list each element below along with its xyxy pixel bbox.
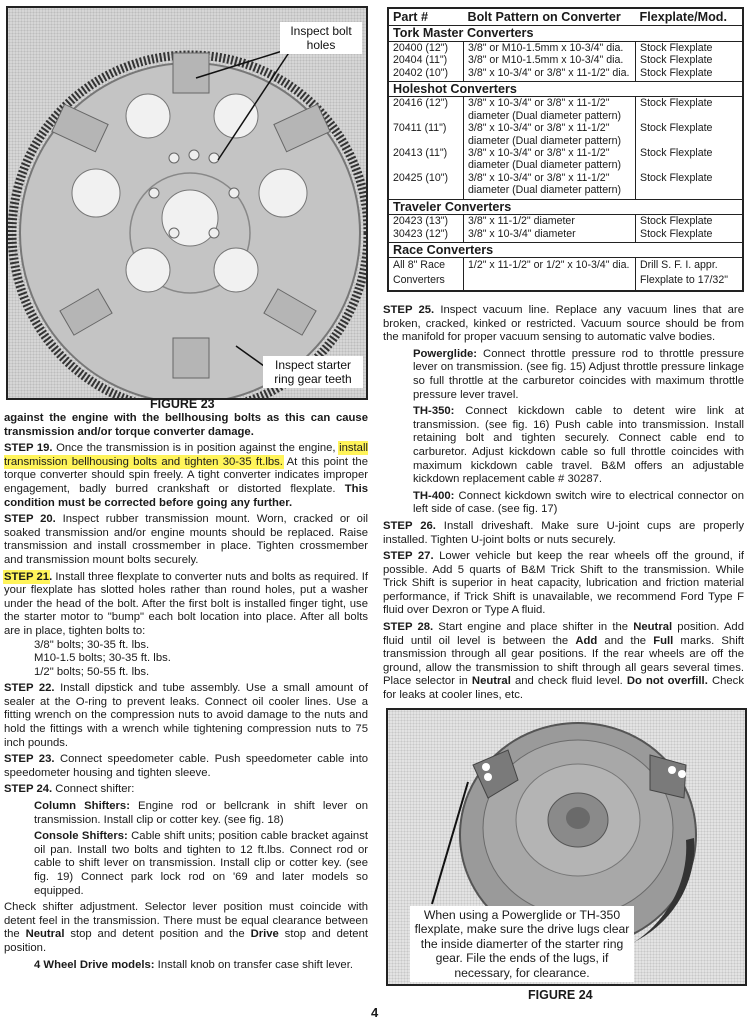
cell-part: 20402 (10") bbox=[388, 67, 464, 82]
group-race: Race Converters bbox=[388, 242, 743, 257]
step-19 bbox=[4, 442, 368, 510]
callout-inspect-ring-gear: Inspect starter ring gear teeth bbox=[263, 356, 363, 388]
group-tork-master: Tork Master Converters bbox=[388, 26, 743, 41]
cell-bolt-pattern: 3/8" x 10-3/4" diameter bbox=[464, 228, 636, 243]
cell-part: 20404 (11") bbox=[388, 54, 464, 66]
step-24-text: Connect shifter: bbox=[52, 783, 135, 796]
step-19-warning: This condition must be corrected before going any further. bbox=[4, 482, 368, 509]
cell-flexplate: Stock Flexplate bbox=[636, 41, 744, 54]
step-22 bbox=[4, 682, 368, 750]
console-shifters-text: Cable shift units; position cable bracket against oil pan. Install two bolts and tighten to 12 ft.lbs. Connect rod or cable to shift lever on transmission. Install clip or cotter key. (see fig. 19) Connect park lock rod on '69 and later models so equipped. bbox=[34, 830, 369, 897]
step-23-text: Connect speedometer cable. Push speedometer cable into speedometer housing and tighten sleeve. bbox=[4, 753, 368, 779]
cell-bolt-pattern: 3/8" x 10-3/4" or 3/8" x 11-1/2" diameter (Dual diameter pattern) bbox=[464, 97, 636, 122]
figure-24-callout: When using a Powerglide or TH-350 flexplate, make sure the drive lugs clear the inside diamerter of the starter ring gear. File the ends of the lugs, if necessary, for clearance. bbox=[410, 906, 634, 982]
cell-flexplate: Stock Flexplate bbox=[636, 67, 744, 82]
cell-flexplate: Stock Flexplate bbox=[636, 147, 744, 172]
table-row bbox=[388, 215, 743, 228]
cell-part: All 8" Race Converters bbox=[388, 258, 464, 292]
console-shifters bbox=[4, 830, 368, 898]
table-row bbox=[388, 67, 743, 82]
left-column-text bbox=[4, 412, 368, 975]
torque-spec-2: M10-1.5 bolts; 30-35 ft. lbs. bbox=[34, 652, 171, 665]
th350 bbox=[383, 405, 744, 487]
step-27-text: Lower vehicle but keep the rear wheels off the ground, if possible. Add 5 quarts of B&M Trick Shift to the transmission. While Trick Shift is superior in heat capacity, lubrication and friction material performance, if Trick Shift is unavailable, we recommend Ford Type F fluid over Dexron or Type A fluid. bbox=[383, 550, 744, 617]
four-wheel-drive bbox=[4, 959, 368, 973]
th400-label: TH-400: bbox=[413, 489, 455, 502]
cell-bolt-pattern: 3/8" x 11-1/2" diameter bbox=[464, 215, 636, 228]
group-row bbox=[388, 26, 743, 41]
figure-23-caption: FIGURE 23 bbox=[150, 397, 215, 411]
cell-part: 20425 (10") bbox=[388, 172, 464, 199]
step-28-text: Start engine and place shifter in the bbox=[433, 621, 634, 634]
four-wheel-drive-text: Install knob on transfer case shift lever. bbox=[154, 958, 353, 971]
step-28-text-d: marks. Shift transmission through all gear positions. If the rear wheels are off the ground, allow the transmission to shift through all gears several times. Place selector in bbox=[383, 634, 744, 688]
cell-flexplate: Stock Flexplate bbox=[636, 172, 744, 199]
cell-part: 20413 (11") bbox=[388, 147, 464, 172]
cell-bolt-pattern: 3/8" or M10-1.5mm x 10-3/4" dia. bbox=[464, 41, 636, 54]
group-row bbox=[388, 199, 743, 214]
cell-part: 20416 (12") bbox=[388, 97, 464, 122]
cell-flexplate: Stock Flexplate bbox=[636, 54, 744, 66]
cell-flexplate: Drill S. F. I. appr. Flexplate to 17/32" bbox=[636, 258, 744, 292]
cell-bolt-pattern: 1/2" x 11-1/2" or 1/2" x 10-3/4" dia. bbox=[464, 258, 636, 292]
header-flexplate: Flexplate/Mod. bbox=[636, 8, 744, 26]
add-mark-term: Add bbox=[575, 634, 598, 647]
step-25 bbox=[383, 304, 744, 345]
th350-label: TH-350: bbox=[413, 405, 455, 418]
cell-bolt-pattern: 3/8" x 10-3/4" or 3/8" x 11-1/2" diameter (Dual diameter pattern) bbox=[464, 122, 636, 147]
shifter-adjustment bbox=[4, 901, 368, 955]
step-19-highlight: install transmission bellhousing bolts and tighten 30-35 ft.lbs. bbox=[4, 442, 368, 468]
powerglide-label: Powerglide: bbox=[413, 347, 478, 360]
cell-part: 20400 (12") bbox=[388, 41, 464, 54]
step-26-text: Install driveshaft. Make sure U-joint cups are properly installed. Tighten U-joint bolts or nuts securely. bbox=[383, 519, 744, 546]
th400 bbox=[383, 490, 744, 517]
table-row bbox=[388, 97, 743, 122]
step-24-label: STEP 24. bbox=[4, 783, 53, 796]
page-number: 4 bbox=[371, 1005, 379, 1020]
drive-term: Drive bbox=[250, 928, 279, 941]
neutral-term: Neutral bbox=[633, 621, 673, 634]
table-header-row bbox=[388, 8, 743, 26]
column-shifters-text: Engine rod or bellcrank in shift lever on transmission. Install clip or cotter key. (see fig. 18) bbox=[34, 800, 368, 826]
step-25-text: Inspect vacuum line. Replace any vacuum lines that are broken, cracked, kinked or restricted. Vacuum source should be from the manifold for proper vacuum sensing to automatic valve bodies. bbox=[383, 304, 744, 344]
step-23-label: STEP 23. bbox=[4, 753, 55, 766]
step-20-label: STEP 20. bbox=[4, 513, 56, 526]
flexplate-illustration bbox=[8, 8, 366, 398]
figure-23-flexplate-photo bbox=[6, 6, 368, 400]
step-26 bbox=[383, 520, 744, 547]
table-row bbox=[388, 54, 743, 66]
four-wheel-drive-label: 4 Wheel Drive models: bbox=[34, 958, 155, 971]
group-traveler: Traveler Converters bbox=[388, 199, 743, 214]
cell-flexplate: Stock Flexplate bbox=[636, 97, 744, 122]
step-21-text: Install three flexplate to converter nuts and bolts as required. If your flexplate has slotted holes rather than round holes, put a washer under the head of the bolt. After the first bolt is installed finger tight, use the starter motor to "bump" each bolt location into place. After all bolts are in place, tighten bolts to: bbox=[4, 570, 368, 637]
console-shifters-label: Console Shifters: bbox=[34, 830, 128, 843]
cell-part: 70411 (11") bbox=[388, 122, 464, 147]
callout-inspect-bolt-holes: Inspect bolt holes bbox=[280, 22, 362, 54]
step-22-text: Install dipstick and tube assembly. Use a small amount of sealer at the O-ring to prevent leaks. Connect oil cooler lines. Use a fitting wrench on the compression nuts to avoid damage to the nuts and hold the fittings with a wrench while tightening compression nuts to 75 inch pounds. bbox=[4, 682, 368, 749]
step-24 bbox=[4, 783, 368, 797]
table-row bbox=[388, 258, 743, 292]
table-row bbox=[388, 147, 743, 172]
step-19-text: Once the transmission is in position against the engine, bbox=[52, 442, 340, 455]
group-row bbox=[388, 242, 743, 257]
header-part: Part # bbox=[388, 8, 464, 26]
step-22-label: STEP 22. bbox=[4, 682, 55, 695]
cell-flexplate: Stock Flexplate bbox=[636, 122, 744, 147]
torque-spec-1: 3/8" bolts; 30-35 ft. lbs. bbox=[34, 638, 150, 651]
cell-flexplate: Stock Flexplate bbox=[636, 215, 744, 228]
header-bolt-pattern: Bolt Pattern on Converter bbox=[464, 8, 636, 26]
powerglide bbox=[383, 348, 744, 402]
step-23 bbox=[4, 753, 368, 780]
group-holeshot: Holeshot Converters bbox=[388, 82, 743, 97]
step-28-text-b: position. Add fluid until oil level is between the bbox=[383, 621, 744, 647]
step-28-text-f: Check for leaks at cooler lines, etc. bbox=[383, 675, 744, 702]
step-25-label: STEP 25. bbox=[383, 304, 435, 316]
step-20 bbox=[4, 513, 368, 567]
th400-text: Connect kickdown switch wire to electrical connector on left side of case. (see fig. 17) bbox=[413, 489, 744, 516]
column-shifters bbox=[4, 800, 368, 827]
step-20-text: Inspect rubber transmission mount. Worn, cracked or oil soaked transmission and/or engine mounts should be replaced. Raise transmission and install crossmember in place. Tighten crossmember and transmission mount bolts securely. bbox=[4, 513, 368, 566]
step-28 bbox=[383, 621, 744, 703]
figure-24-converter-photo bbox=[386, 708, 747, 986]
step-21-label-dot: . bbox=[49, 570, 53, 583]
step-21-label: STEP 21 bbox=[4, 570, 50, 583]
cell-flexplate: Stock Flexplate bbox=[636, 228, 744, 243]
full-mark-term: Full bbox=[653, 634, 674, 647]
powerglide-text: Connect throttle pressure rod to throttle pressure lever on transmission. (see fig. 15) Adjust throttle pressure linkage so full throttle at the carburetor coincides with maximum throttle pressure lever travel. bbox=[413, 347, 744, 401]
table-row bbox=[388, 228, 743, 243]
cell-part: 20423 (13") bbox=[388, 215, 464, 228]
step-28-text-c: and the bbox=[597, 634, 654, 647]
intro-warning: against the engine with the bellhousing bolts as this can cause transmission and/or torque converter damage. bbox=[4, 412, 368, 438]
group-row bbox=[388, 82, 743, 97]
overfill-warning: Do not overfill. bbox=[626, 675, 708, 688]
cell-bolt-pattern: 3/8" x 10-3/4" or 3/8" x 11-1/2" diameter (Dual diameter pattern) bbox=[464, 172, 636, 199]
table-row bbox=[388, 41, 743, 54]
cell-bolt-pattern: 3/8" x 10-3/4" or 3/8" x 11-1/2" diameter (Dual diameter pattern) bbox=[464, 147, 636, 172]
table-row bbox=[388, 122, 743, 147]
step-28-text-e: and check fluid level. bbox=[510, 675, 627, 688]
right-column-text bbox=[383, 304, 744, 706]
torque-spec-3: 1/2" bolts; 50-55 ft. lbs. bbox=[34, 665, 150, 678]
step-28-label: STEP 28. bbox=[383, 621, 434, 634]
step-19-label: STEP 19. bbox=[4, 442, 53, 455]
step-26-label: STEP 26. bbox=[383, 519, 436, 532]
step-21 bbox=[4, 571, 368, 639]
column-shifters-label: Column Shifters: bbox=[34, 800, 130, 813]
step-19-text-b: At this point the torque converter should spin freely. A tight converter indicates improper engagement, badly burred crankshaft or distorted flexplate. bbox=[4, 455, 368, 495]
table-row bbox=[388, 172, 743, 199]
converter-flexplate-table bbox=[387, 7, 744, 292]
shifter-adjustment-text-b: stop and detent position and the bbox=[64, 928, 251, 941]
cell-bolt-pattern: 3/8" or M10-1.5mm x 10-3/4" dia. bbox=[464, 54, 636, 66]
step-27-label: STEP 27. bbox=[383, 550, 434, 563]
neutral-term-2: Neutral bbox=[471, 675, 511, 688]
shifter-adjustment-text: Check shifter adjustment. Selector lever position must coincide with detent feel in the transmission. There must be equal clearance between the bbox=[4, 901, 368, 941]
step-27 bbox=[383, 550, 744, 618]
th350-text: Connect kickdown cable to detent wire link at transmission. (see fig. 16) Push cable into transmission. Install retaining bolt and tighten securely. Connect cable end to carburetor. Adjust kickdown cable so full throttle coincides with maximum kickdown cable travel. B&M offers an adjustable kickdown replacement cable # 30287. bbox=[413, 405, 744, 486]
shifter-adjustment-text-c: stop and detent position. bbox=[4, 928, 368, 954]
cell-bolt-pattern: 3/8" x 10-3/4" or 3/8" x 11-1/2" dia. bbox=[464, 67, 636, 82]
cell-part: 30423 (12") bbox=[388, 228, 464, 243]
figure-24-caption: FIGURE 24 bbox=[528, 988, 593, 1002]
neutral-term: Neutral bbox=[25, 928, 65, 941]
